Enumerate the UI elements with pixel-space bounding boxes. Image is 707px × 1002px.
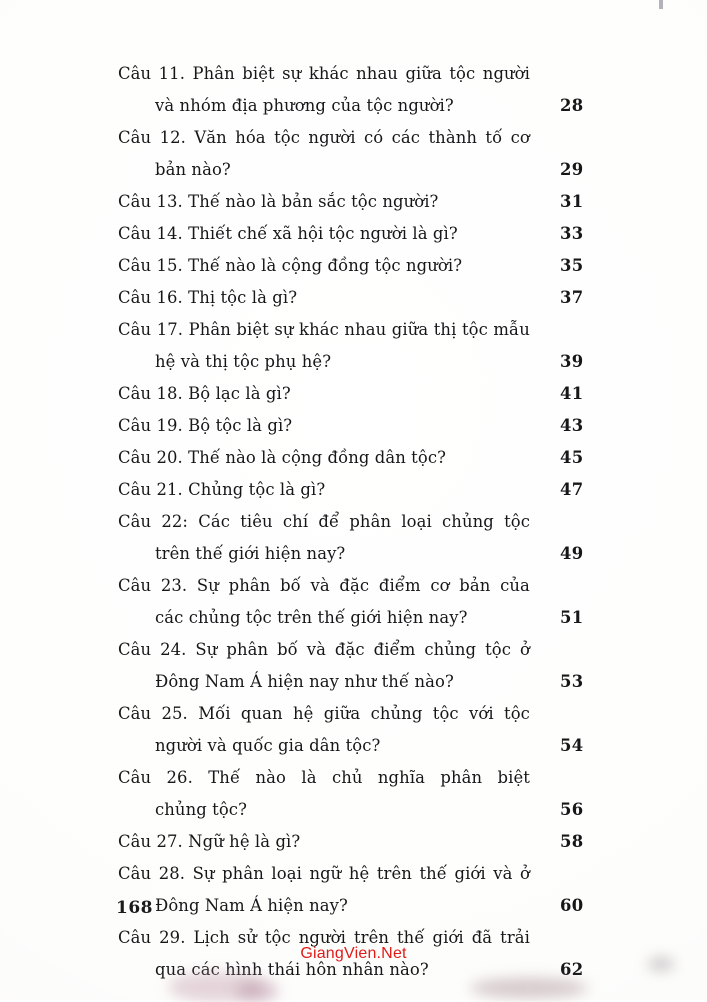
toc-word: phân [349, 512, 392, 531]
toc-entry-text [118, 58, 530, 90]
page-folio-number: 168 [116, 898, 153, 918]
toc-word: thị [433, 320, 457, 339]
toc-word: Câu [118, 64, 152, 83]
toc-entry-title-line [0, 186, 707, 218]
toc-word: tộc [264, 928, 291, 947]
toc-word: chủng [442, 512, 494, 531]
toc-word: là [301, 768, 317, 787]
toc-word: bố [277, 640, 298, 659]
toc-entry-title-line [0, 314, 707, 346]
toc-entry-page-number: 31 [560, 192, 584, 211]
toc-entry-title-line [0, 762, 707, 794]
toc-entry-continuation-line [0, 602, 707, 634]
toc-word: 12. [159, 128, 186, 147]
toc-word: 25. [161, 704, 188, 723]
toc-word: Câu [118, 320, 152, 339]
toc-word: các [391, 128, 421, 147]
toc-entry-page-number: 53 [560, 672, 584, 691]
toc-word: nào [255, 768, 286, 787]
toc-word: ngữ [309, 864, 342, 883]
toc-entry-page-number: 35 [560, 256, 584, 275]
toc-word: thành [428, 128, 478, 147]
toc-word: để [318, 512, 340, 531]
toc-entry-text: bản nào? [155, 160, 231, 179]
toc-entry-text: Câu 16. Thị tộc là gì? [118, 288, 298, 307]
toc-entry-title-line [0, 218, 707, 250]
toc-word: tộc [449, 64, 476, 83]
toc-word: 24. [160, 640, 187, 659]
toc-word: và [310, 576, 330, 595]
toc-entry-text [118, 762, 530, 794]
toc-word: tộc [461, 320, 488, 339]
toc-word: Sự [196, 576, 219, 595]
toc-entry-title-line [0, 58, 707, 90]
toc-entry-text: Câu 21. Chủng tộc là gì? [118, 480, 326, 499]
toc-entry-text: Câu 14. Thiết chế xã hội tộc người là gì? [118, 224, 458, 243]
toc-entry-page-number: 28 [560, 96, 584, 115]
toc-entry-text: Đông Nam Á hiện nay như thế nào? [155, 672, 454, 691]
toc-entry-title-line [0, 858, 707, 890]
toc-word: chủ [331, 768, 363, 787]
toc-entry-page-number: 62 [560, 960, 584, 979]
toc-word: phân [228, 576, 271, 595]
toc-entry-page-number: 58 [560, 832, 584, 851]
toc-word: giữa [391, 320, 429, 339]
toc-word: phân [226, 640, 269, 659]
toc-word: đã [471, 928, 493, 947]
toc-word: trên [353, 928, 390, 947]
toc-word: 26. [166, 768, 193, 787]
toc-entry-text [118, 122, 530, 154]
toc-word: sự [274, 320, 294, 339]
toc-word: ở [520, 864, 530, 883]
toc-entry-page-number: 54 [560, 736, 584, 755]
toc-word: nghĩa [377, 768, 426, 787]
toc-word: Mối [198, 704, 231, 723]
toc-word: hệ [348, 864, 370, 883]
scan-artifact-speck-icon [659, 0, 663, 9]
toc-word: 29. [159, 928, 186, 947]
toc-word: điểm [373, 640, 416, 659]
toc-word: và [306, 640, 326, 659]
toc-entry-text: Câu 27. Ngữ hệ là gì? [118, 832, 301, 851]
toc-entry-page-number: 29 [560, 160, 584, 179]
toc-entry-title-line [0, 442, 707, 474]
toc-word: ở [519, 640, 530, 659]
toc-entry-text [118, 634, 530, 666]
toc-word: nhau [356, 64, 398, 83]
toc-word: khác [308, 64, 349, 83]
toc-entry-page-number: 43 [560, 416, 584, 435]
toc-word: sự [282, 64, 302, 83]
toc-word: Câu [118, 576, 152, 595]
toc-word: Thế [208, 768, 241, 787]
toc-entry-text: Đông Nam Á hiện nay? [155, 896, 348, 915]
toc-word: thế [397, 928, 425, 947]
toc-entry-text: chủng tộc? [155, 800, 247, 819]
toc-word: người [482, 64, 530, 83]
toc-word: biệt [497, 768, 530, 787]
toc-entry-title-line [0, 282, 707, 314]
toc-entry-title-line [0, 122, 707, 154]
toc-entry-continuation-line [0, 890, 707, 922]
toc-word: Câu [118, 512, 152, 531]
toc-entry-page-number: 51 [560, 608, 584, 627]
toc-entry-page-number: 47 [560, 480, 584, 499]
toc-word: 23. [160, 576, 188, 595]
toc-word: hóa [235, 128, 266, 147]
toc-entry-title-line [0, 826, 707, 858]
toc-entry-text: và nhóm địa phương của tộc người? [155, 96, 454, 115]
toc-entry-title-line [0, 378, 707, 410]
toc-word: Câu [118, 768, 152, 787]
toc-word: Câu [118, 128, 152, 147]
toc-entry-text [118, 314, 530, 346]
toc-word: giữa [405, 64, 442, 83]
toc-word: Câu [118, 704, 152, 723]
toc-entry-text: các chủng tộc trên thế giới hiện nay? [155, 608, 468, 627]
toc-entry-continuation-line [0, 538, 707, 570]
toc-word: với [469, 704, 494, 723]
toc-word: đặc [334, 640, 365, 659]
toc-entry-text: qua các hình thái hôn nhân nào? [155, 960, 429, 979]
toc-entry-title-line [0, 474, 707, 506]
site-watermark: GiangVien.Net [300, 945, 407, 962]
toc-word: bản [459, 576, 491, 595]
toc-entry-title-line [0, 250, 707, 282]
toc-word: Câu [118, 864, 152, 883]
toc-entry-continuation-line [0, 90, 707, 122]
toc-word: biệt [236, 320, 269, 339]
toc-word: hệ [293, 704, 314, 723]
toc-entry-page-number: 37 [560, 288, 584, 307]
toc-word: tiêu [240, 512, 273, 531]
toc-word: giới [454, 864, 486, 883]
toc-word: cơ [430, 576, 450, 595]
toc-word: trên [376, 864, 412, 883]
toc-word: trải [500, 928, 530, 947]
toc-word: và [493, 864, 513, 883]
toc-word: bố [280, 576, 301, 595]
toc-word: tộc [274, 128, 301, 147]
toc-entry-text: Câu 18. Bộ lạc là gì? [118, 384, 291, 403]
toc-word: thế [419, 864, 447, 883]
toc-word: có [364, 128, 384, 147]
toc-word: điểm [378, 576, 421, 595]
toc-word: của [500, 576, 530, 595]
toc-entry-title-line [0, 506, 707, 538]
toc-entry-page-number: 39 [560, 352, 584, 371]
toc-entry-title-line [0, 634, 707, 666]
toc-entry-text: hệ và thị tộc phụ hệ? [155, 352, 332, 371]
toc-word: 28. [158, 864, 186, 883]
toc-word: Lịch [193, 928, 230, 947]
toc-entry-page-number: 33 [560, 224, 584, 243]
toc-entry-continuation-line [0, 346, 707, 378]
toc-entry-text [118, 570, 530, 602]
toc-word: người [298, 928, 346, 947]
toc-word: 11. [158, 64, 186, 83]
toc-entry-continuation-line [0, 154, 707, 186]
toc-entry-continuation-line [0, 730, 707, 762]
toc-entry-title-line [0, 570, 707, 602]
toc-entry-text [118, 858, 530, 890]
toc-word: loại [401, 512, 432, 531]
toc-entry-text [118, 698, 530, 730]
toc-word: tộc [485, 640, 512, 659]
toc-entry-text: người và quốc gia dân tộc? [155, 736, 381, 755]
toc-word: chí [282, 512, 309, 531]
toc-entry-page-number: 49 [560, 544, 584, 563]
toc-word: tộc [504, 512, 530, 531]
toc-word: giới [432, 928, 464, 947]
toc-entry-text: Câu 20. Thế nào là cộng đồng dân tộc? [118, 448, 447, 467]
toc-word: cơ [510, 128, 530, 147]
toc-entry-text: trên thế giới hiện nay? [155, 544, 346, 563]
toc-word: Các [198, 512, 231, 531]
toc-word: biệt [242, 64, 275, 83]
toc-word: tộc [432, 704, 459, 723]
toc-entry-text: Câu 13. Thế nào là bản sắc tộc người? [118, 192, 439, 211]
toc-word: người [308, 128, 356, 147]
toc-word: quan [240, 704, 283, 723]
toc-word: 17. [156, 320, 184, 339]
toc-word: Văn [194, 128, 227, 147]
toc-entry-text: Câu 19. Bộ tộc là gì? [118, 416, 293, 435]
toc-word: Sự [192, 864, 215, 883]
toc-word: chủng [424, 640, 477, 659]
toc-word: đặc [339, 576, 370, 595]
toc-entry-page-number: 41 [560, 384, 584, 403]
toc-word: chủng [370, 704, 423, 723]
toc-word: loại [271, 864, 302, 883]
toc-word: Câu [118, 640, 152, 659]
toc-word: Phân [192, 64, 235, 83]
toc-word: tộc [504, 704, 530, 723]
toc-entry-text [118, 506, 530, 538]
toc-word: nhau [344, 320, 387, 339]
toc-word: phân [440, 768, 483, 787]
toc-entry-continuation-line [0, 794, 707, 826]
toc-word: Sự [195, 640, 218, 659]
toc-entry-page-number: 60 [560, 896, 584, 915]
toc-word: 22: [161, 512, 189, 531]
toc-entry-title-line [0, 698, 707, 730]
toc-entry-text: Câu 15. Thế nào là cộng đồng tộc người? [118, 256, 463, 275]
toc-entry-continuation-line [0, 666, 707, 698]
toc-word: tố [485, 128, 503, 147]
toc-word: giữa [323, 704, 361, 723]
toc-word: phân [222, 864, 264, 883]
toc-entry-title-line [0, 410, 707, 442]
toc-word: mẫu [493, 320, 530, 339]
toc-entry-page-number: 45 [560, 448, 584, 467]
toc-entry-page-number: 56 [560, 800, 584, 819]
toc-word: sử [237, 928, 257, 947]
toc-word: khác [299, 320, 339, 339]
toc-word: Câu [118, 928, 152, 947]
toc-word: Phân [188, 320, 231, 339]
